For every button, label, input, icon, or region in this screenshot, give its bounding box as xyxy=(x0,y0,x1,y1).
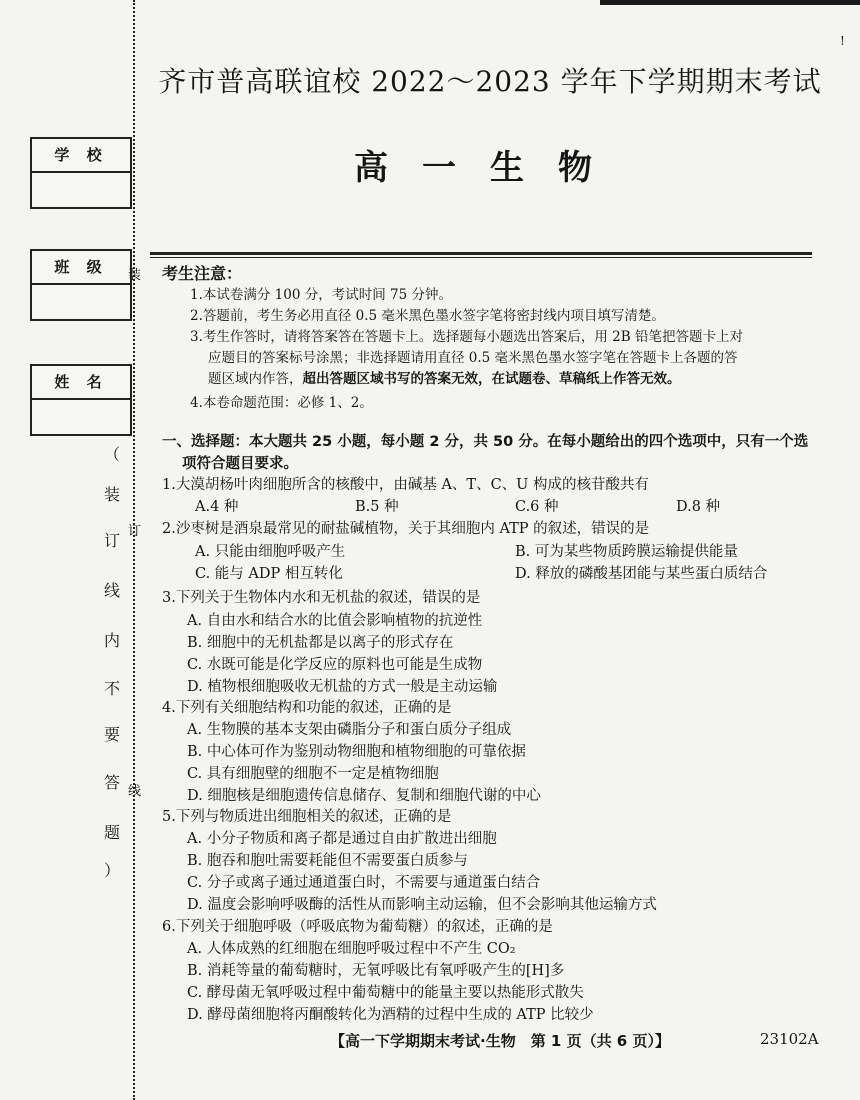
option[interactable]: A. 只能由细胞呼吸产生 xyxy=(195,544,346,560)
option[interactable]: A. 小分子物质和离子都是通过自由扩散进出细胞 xyxy=(187,831,497,847)
exam-title: 齐市普高联谊校 2022～2023 学年下学期期末考试 xyxy=(158,65,822,98)
page-footer: 【高一下学期期末考试·生物 第 1 页（共 6 页）】 xyxy=(330,1032,670,1050)
top-mark: ! xyxy=(840,34,845,48)
option[interactable]: D. 温度会影响呼吸酶的活性从而影响主动运输，但不会影响其他运输方式 xyxy=(187,897,657,913)
option[interactable]: C. 酵母菌无氧呼吸过程中葡萄糖中的能量主要以热能形式散失 xyxy=(187,985,584,1001)
option[interactable]: B. 消耗等量的葡萄糖时，无氧呼吸比有氧呼吸产生的[H]多 xyxy=(187,963,565,979)
question-stem: 5.下列与物质进出细胞相关的叙述，正确的是 xyxy=(162,809,452,825)
margin-char: 订 xyxy=(128,524,142,539)
seal-char: 答 xyxy=(104,773,121,792)
seal-char: 不 xyxy=(104,679,121,698)
margin-char: 线 xyxy=(128,784,142,799)
section-line: 项符合题目要求。 xyxy=(182,456,298,472)
seal-char: 要 xyxy=(104,725,121,744)
name-field[interactable] xyxy=(32,400,130,434)
option[interactable]: C. 能与 ADP 相互转化 xyxy=(195,566,343,582)
option[interactable]: B. 胞吞和胞吐需要耗能但不需要蛋白质参与 xyxy=(187,853,468,869)
class-label: 班 级 xyxy=(32,251,130,285)
seal-char: 线 xyxy=(104,581,121,600)
seal-char: 内 xyxy=(104,631,121,650)
option[interactable]: C. 水既可能是化学反应的原料也可能是生成物 xyxy=(187,657,483,673)
question-stem: 4.下列有关细胞结构和功能的叙述，正确的是 xyxy=(162,700,452,716)
notice-item-3c xyxy=(208,369,838,390)
question-stem: 2.沙枣树是酒泉最常见的耐盐碱植物，关于其细胞内 ATP 的叙述，错误的是 xyxy=(162,521,650,537)
notice-item: 2.答题前，考生务必用直径 0.5 毫米黑色墨水签字笔将密封线内项目填写清楚。 xyxy=(190,308,665,324)
seal-char: ） xyxy=(104,861,121,880)
notice-bold: 超出答题区域书写的答案无效，在试题卷、草稿纸上作答无效。 xyxy=(302,371,681,387)
name-box xyxy=(30,364,132,436)
question-stem: 1.大漠胡杨叶肉细胞所含的核酸中，由碱基 A、T、C、U 构成的核苷酸共有 xyxy=(162,477,650,493)
binding-dotted-line xyxy=(133,0,135,1100)
option[interactable]: D. 植物根细胞吸收无机盐的方式一般是主动运输 xyxy=(187,679,498,695)
class-field[interactable] xyxy=(32,285,130,319)
option[interactable]: C. 具有细胞壁的细胞不一定是植物细胞 xyxy=(187,766,439,782)
option[interactable]: A.4 种 xyxy=(195,499,239,515)
option[interactable]: B. 可为某些物质跨膜运输提供能量 xyxy=(515,544,738,560)
class-box xyxy=(30,249,132,321)
paper-code: 23102A xyxy=(760,1030,819,1048)
option[interactable]: B.5 种 xyxy=(355,499,399,515)
name-label: 姓 名 xyxy=(32,366,130,400)
question-stem: 3.下列关于生物体内水和无机盐的叙述，错误的是 xyxy=(162,590,481,606)
option[interactable]: A. 人体成熟的红细胞在细胞呼吸过程中不产生 CO₂ xyxy=(187,941,516,957)
question-stem: 6.下列关于细胞呼吸（呼吸底物为葡萄糖）的叙述，正确的是 xyxy=(162,919,553,935)
school-field[interactable] xyxy=(32,173,130,207)
seal-char: 订 xyxy=(104,531,121,550)
header-rule-thick xyxy=(150,252,812,255)
option[interactable]: D. 释放的磷酸基团能与某些蛋白质结合 xyxy=(515,566,768,582)
seal-char: 题 xyxy=(104,823,121,842)
notice-heading: 考生注意： xyxy=(162,264,243,283)
notice-item: 1.本试卷满分 100 分，考试时间 75 分钟。 xyxy=(190,287,452,303)
option[interactable]: B. 中心体可作为鉴别动物细胞和植物细胞的可靠依据 xyxy=(187,744,526,760)
notice-text: 题区域内作答， xyxy=(208,371,303,387)
option[interactable]: A. 自由水和结合水的比值会影响植物的抗逆性 xyxy=(187,613,483,629)
school-box xyxy=(30,137,132,209)
section-heading xyxy=(162,431,822,475)
seal-char: 装 xyxy=(104,485,121,504)
option[interactable]: C.6 种 xyxy=(515,499,559,515)
notice-item: 4.本卷命题范围：必修 1、2。 xyxy=(190,395,373,411)
header-rule-thin xyxy=(150,257,812,258)
notice-item: 应题目的答案标号涂黑；非选择题请用直径 0.5 毫米黑色墨水签字笔在答题卡上各题的答 xyxy=(208,350,738,366)
school-label: 学 校 xyxy=(32,139,130,173)
subject-title: 高一生物 xyxy=(354,148,626,188)
option[interactable]: C. 分子或离子通过通道蛋白时，不需要与通道蛋白结合 xyxy=(187,875,541,891)
notice-item: 3.考生作答时，请将答案答在答题卡上。选择题每小题选出答案后，用 2B 铅笔把答题卡上对 xyxy=(190,329,743,345)
option[interactable]: D.8 种 xyxy=(676,499,721,515)
seal-char: （ xyxy=(104,445,121,464)
option[interactable]: A. 生物膜的基本支架由磷脂分子和蛋白质分子组成 xyxy=(187,722,512,738)
top-scan-band xyxy=(600,0,860,5)
option[interactable]: D. 酵母菌细胞将丙酮酸转化为酒精的过程中生成的 ATP 比较少 xyxy=(187,1007,594,1023)
option[interactable]: B. 细胞中的无机盐都是以离子的形式存在 xyxy=(187,635,454,651)
section-line: 一、选择题：本大题共 25 小题，每小题 2 分，共 50 分。在每小题给出的四个选项中，只有一个选 xyxy=(162,434,809,450)
option[interactable]: D. 细胞核是细胞遗传信息储存、复制和细胞代谢的中心 xyxy=(187,788,541,804)
margin-char: 装 xyxy=(128,268,142,283)
